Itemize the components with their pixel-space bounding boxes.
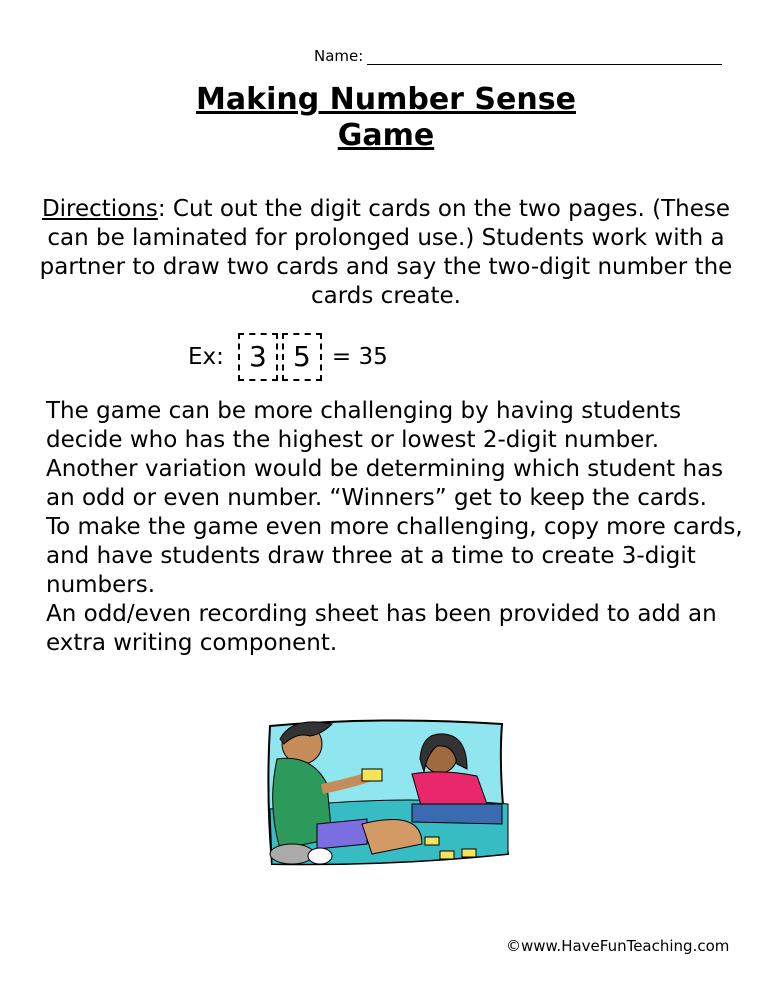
instructions-body: [46, 397, 746, 658]
directions: [20, 195, 752, 311]
children-playing-cards-illustration: [262, 714, 512, 874]
paragraph: An odd/even recording sheet has been provided to add an extra writing component.: [46, 601, 717, 656]
digit-card-1: 3: [238, 333, 278, 381]
name-field: [314, 47, 722, 65]
digit-card-2: 5: [282, 333, 322, 381]
page-title: [0, 82, 772, 154]
name-label: Name:: [314, 47, 364, 65]
example-result: = 35: [331, 344, 388, 370]
name-blank-line: [367, 50, 722, 65]
paragraph: To make the game even more challenging, copy more cards, and have students draw three at a time to create 3-digit numbers.: [46, 514, 743, 598]
directions-text: : Cut out the digit cards on the two pages. (These can be laminated for prolonged use.) Students work with a partner to draw two cards and say the two-digit number the cards create.: [39, 196, 733, 309]
paragraph: The game can be more challenging by having students decide who has the highest or lowest 2-digit number. Another variation would be determining which student has an odd or even number. “Winners” get to keep the cards.: [46, 398, 724, 511]
example-label: Ex:: [188, 344, 224, 370]
title-line-2: Game: [337, 118, 435, 153]
title-line-1: Making Number Sense: [196, 82, 576, 117]
directions-label: Directions: [41, 196, 158, 222]
example: [188, 330, 388, 384]
copyright: ©www.HaveFunTeaching.com: [506, 937, 730, 955]
